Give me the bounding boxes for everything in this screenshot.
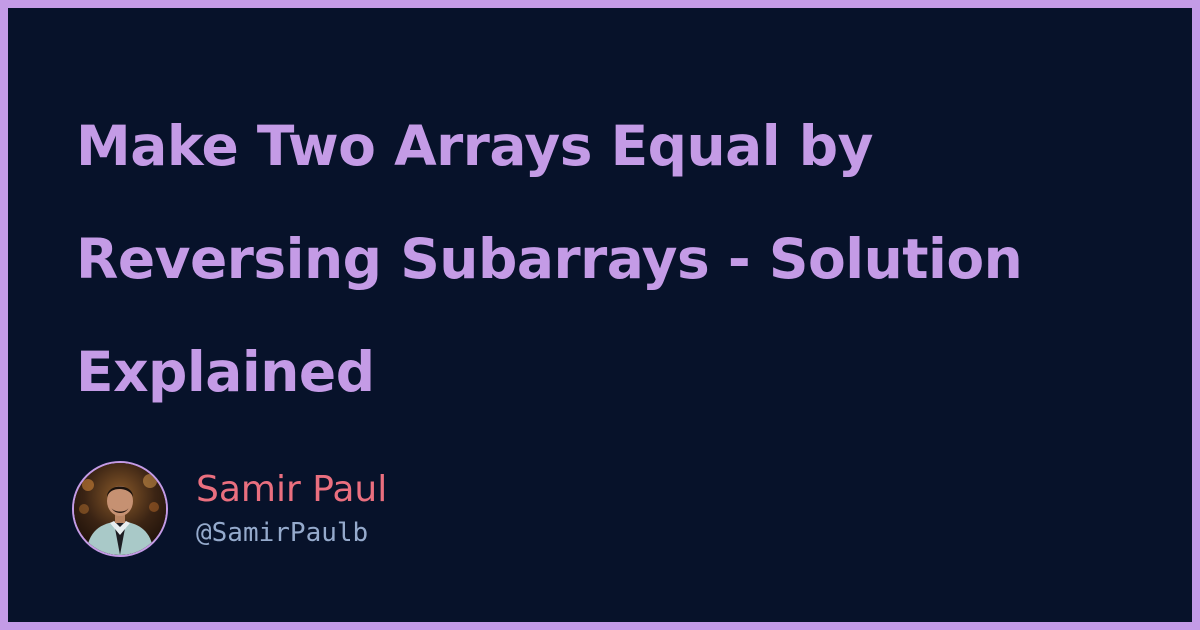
social-card xyxy=(8,8,1192,622)
avatar-photo xyxy=(74,463,166,555)
author-block xyxy=(72,459,387,559)
post-title: Make Two Arrays Equal by Reversing Subarrays - Solution Explained xyxy=(76,114,1023,404)
author-text xyxy=(196,470,387,548)
author-handle: @SamirPaulb xyxy=(196,518,369,548)
avatar xyxy=(72,461,168,557)
author-name: Samir Paul xyxy=(196,469,388,510)
